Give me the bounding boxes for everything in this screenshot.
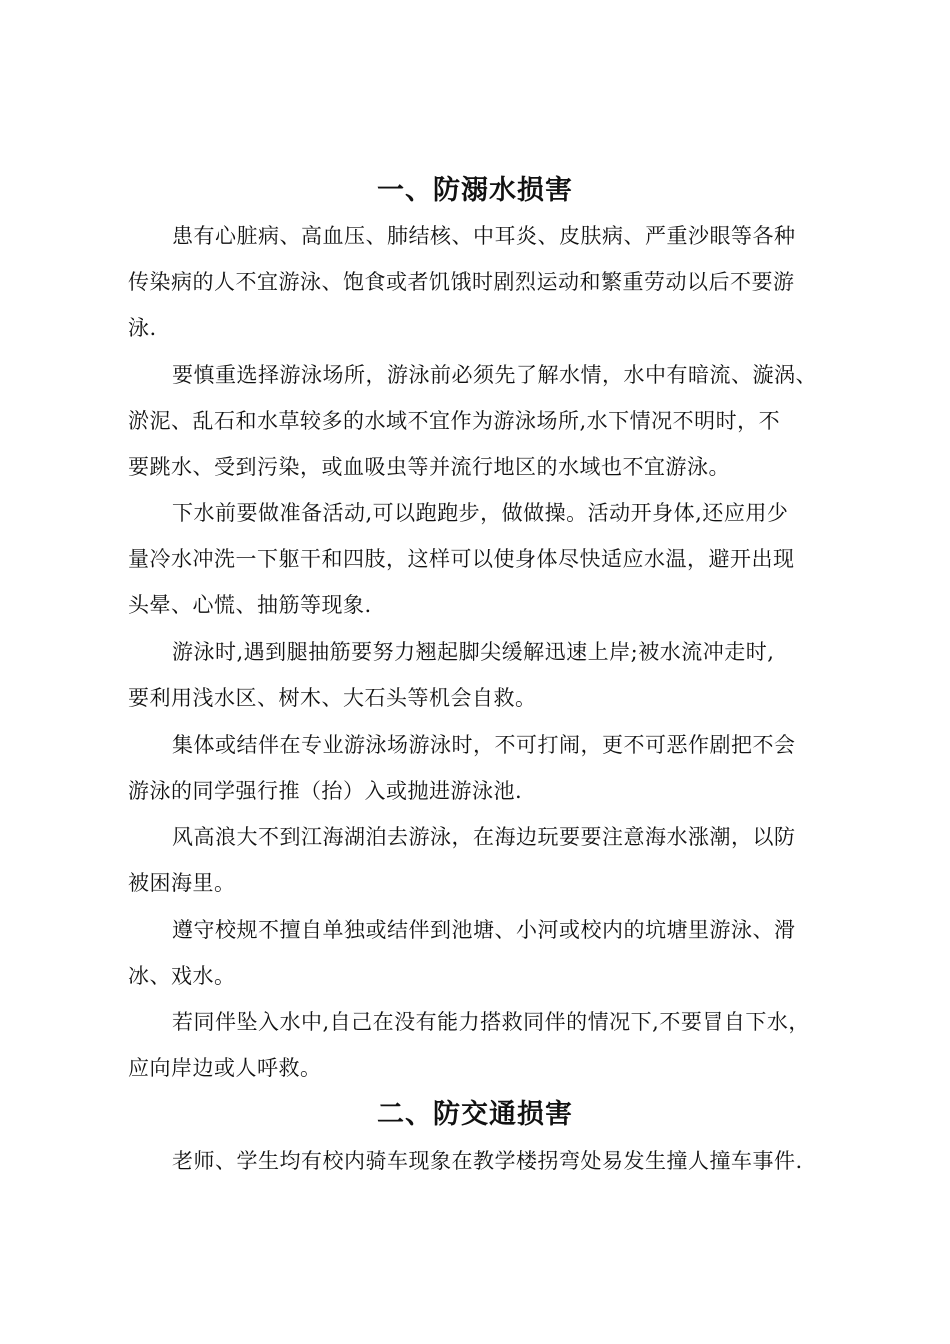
text-line: 淤泥、乱石和水草较多的水域不宜作为游泳场所,水下情况不明时，不 [128,409,781,433]
paragraph-health-conditions [128,213,828,351]
paragraph-wind-waves [128,814,828,906]
text-line: 头晕、心慌、抽筋等现象. [128,593,372,617]
paragraph-warm-up [128,490,828,628]
text-line: 被困海里。 [128,871,236,895]
paragraph-no-horseplay [128,722,828,814]
text-line: 泳. [128,316,157,340]
text-line: 游泳的同学强行推（抬）入或抛进游泳池. [128,779,523,803]
text-line: 若同伴坠入水中,自己在没有能力搭救同伴的情况下,不要冒自下水， [172,1010,810,1034]
paragraph-school-rules [128,907,828,999]
paragraph-call-for-help [128,999,828,1091]
text-line: 冰、戏水。 [128,964,236,988]
paragraph-campus-cycling [128,1138,828,1184]
text-line: 遵守校规不擅自单独或结伴到池塘、小河或校内的坑塘里游泳、滑 [172,918,796,942]
paragraph-choose-venue [128,352,828,490]
text-line: 游泳时,遇到腿抽筋要努力翘起脚尖缓解迅速上岸;被水流冲走时, [172,640,775,664]
text-line: 风高浪大不到江海湖泊去游泳，在海边玩要要注意海水涨潮，以防 [172,825,796,849]
text-line: 患有心脏病、高血压、肺结核、中耳炎、皮肤病、严重沙眼等各种 [172,224,796,248]
text-line: 下水前要做准备活动,可以跑跑步，做做操。活动开身体,还应用少 [172,501,789,525]
text-line: 量冷水冲洗一下躯干和四肢，这样可以使身体尽快适应水温，避开出现 [128,547,795,571]
text-line: 应向岸边或人呼救。 [128,1056,322,1080]
text-line: 要慎重选择游泳场所，游泳前必须先了解水情，水中有暗流、漩涡、 [172,363,817,387]
text-line: 集体或结伴在专业游泳场游泳时，不可打闹，更不可恶作剧把不会 [172,733,796,757]
text-line: 要跳水、受到污染，或血吸虫等并流行地区的水域也不宜游泳。 [128,455,730,479]
section-heading-drowning: 一、防溺水损害 [377,175,573,206]
text-line: 要利用浅水区、树木、大石头等机会自救。 [128,686,537,710]
text-line: 传染病的人不宜游泳、饱食或者饥饿时剧烈运动和繁重劳动以后不要游 [128,270,795,294]
section-heading-traffic: 二、防交通损害 [377,1099,573,1130]
text-line: 老师、学生均有校内骑车现象在教学楼拐弯处易发生撞人撞车事件. [172,1149,803,1173]
paragraph-self-rescue [128,629,828,721]
